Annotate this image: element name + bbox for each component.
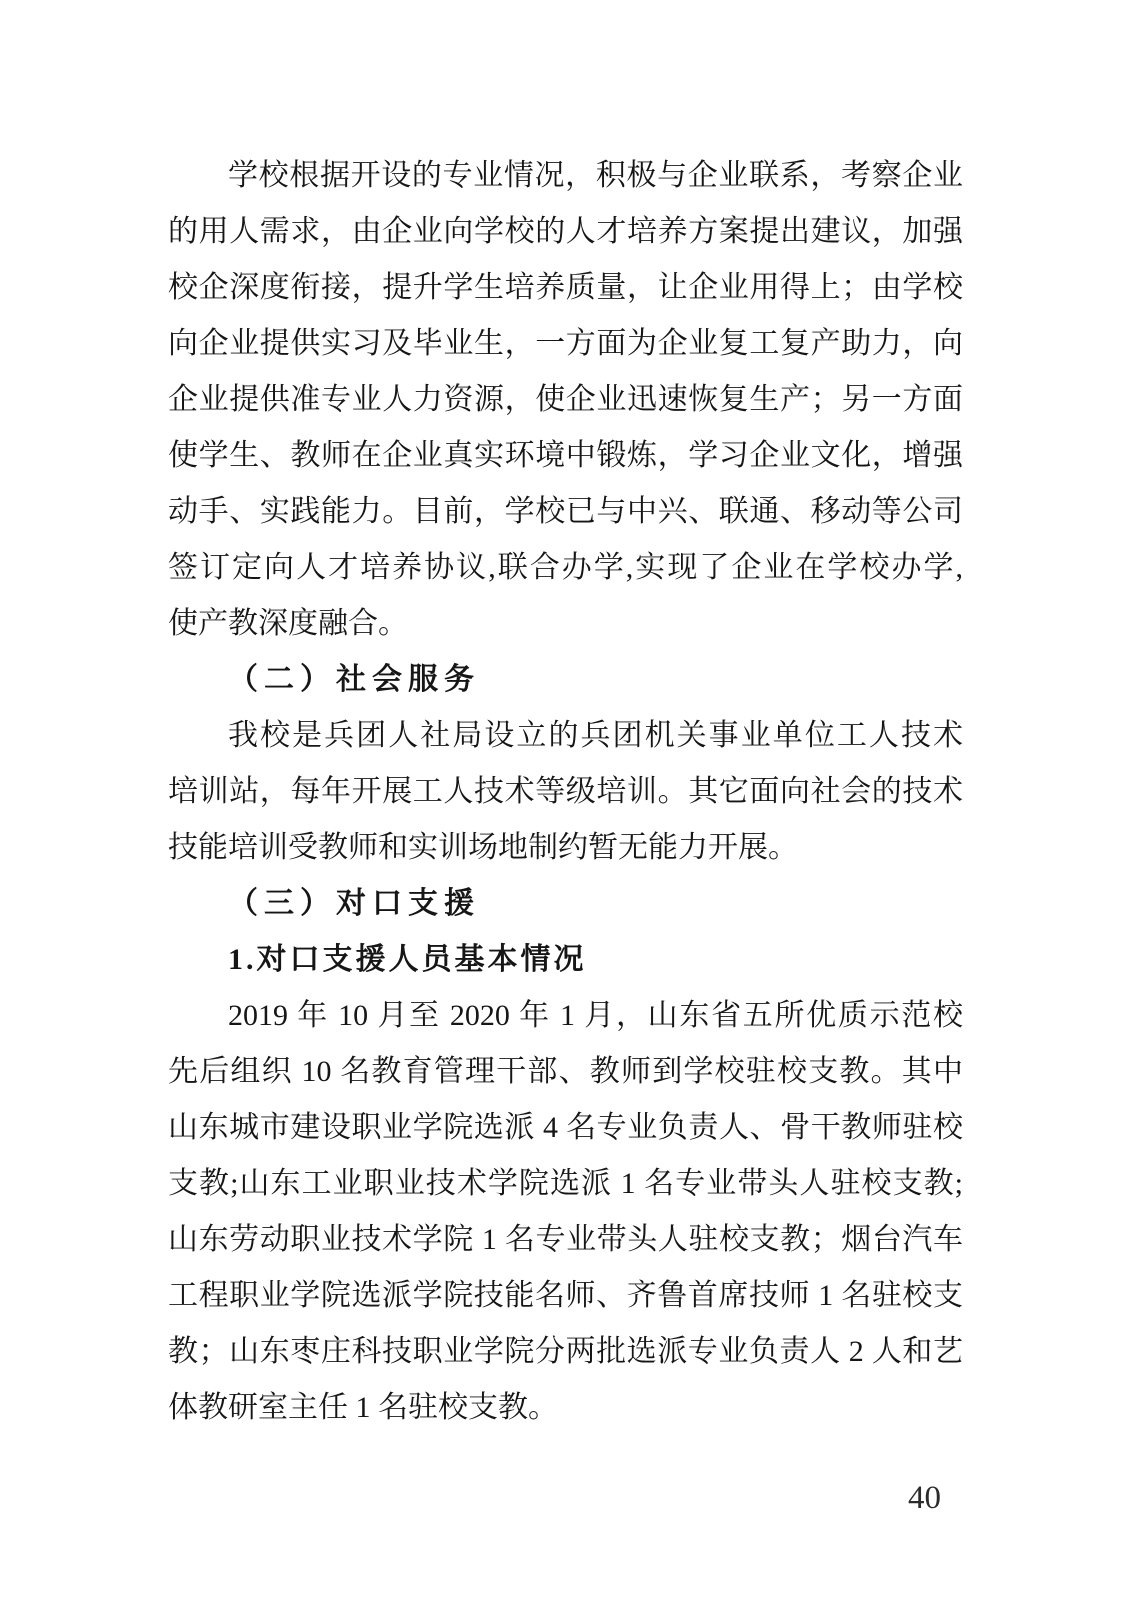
paragraph-line: 使学生、教师在企业真实环境中锻炼，学习企业文化，增强 — [168, 439, 963, 472]
page-number: 40 — [908, 1480, 941, 1516]
paragraph-line: 的用人需求，由企业向学校的人才培养方案提出建议，加强 — [168, 215, 963, 248]
paragraph-line: 企业提供准专业人力资源，使企业迅速恢复生产；另一方面 — [168, 383, 963, 416]
paragraph-last-line: 体教研室主任 1 名驻校支教。 — [168, 1391, 558, 1424]
paragraph-line: 教；山东枣庄科技职业学院分两批选派专业负责人 2 人和艺 — [168, 1335, 963, 1368]
section-heading: （二）社会服务 — [228, 663, 480, 696]
paragraph-line: 签订定向人才培养协议,联合办学,实现了企业在学校办学, — [168, 551, 963, 584]
section-heading: （三）对口支援 — [228, 887, 480, 920]
paragraph-line: 工程职业学院选派学院技能名师、齐鲁首席技师 1 名驻校支 — [168, 1279, 963, 1312]
paragraph-first-line: 我校是兵团人社局设立的兵团机关事业单位工人技术 — [228, 719, 963, 752]
paragraph-line: 向企业提供实习及毕业生，一方面为企业复工复产助力，向 — [168, 327, 963, 360]
paragraph-first-line: 学校根据开设的专业情况，积极与企业联系，考察企业 — [228, 159, 963, 192]
paragraph-last-line: 技能培训受教师和实训场地制约暂无能力开展。 — [168, 831, 798, 864]
paragraph-last-line: 使产教深度融合。 — [168, 607, 408, 640]
paragraph-line: 山东城市建设职业学院选派 4 名专业负责人、骨干教师驻校 — [168, 1111, 963, 1144]
paragraph-line: 先后组织 10 名教育管理干部、教师到学校驻校支教。其中 — [168, 1055, 963, 1088]
paragraph-line: 校企深度衔接，提升学生培养质量，让企业用得上；由学校 — [168, 271, 963, 304]
paragraph-line: 培训站，每年开展工人技术等级培训。其它面向社会的技术 — [168, 775, 963, 808]
numbered-subheading: 1.对口支援人员基本情况 — [228, 943, 587, 976]
paragraph-line: 山东劳动职业技术学院 1 名专业带头人驻校支教；烟台汽车 — [168, 1223, 963, 1256]
paragraph-line: 支教;山东工业职业技术学院选派 1 名专业带头人驻校支教; — [168, 1167, 963, 1200]
paragraph-line: 动手、实践能力。目前，学校已与中兴、联通、移动等公司 — [168, 495, 963, 528]
paragraph-first-line: 2019 年 10 月至 2020 年 1 月，山东省五所优质示范校 — [228, 999, 963, 1032]
document-body — [168, 148, 963, 1436]
